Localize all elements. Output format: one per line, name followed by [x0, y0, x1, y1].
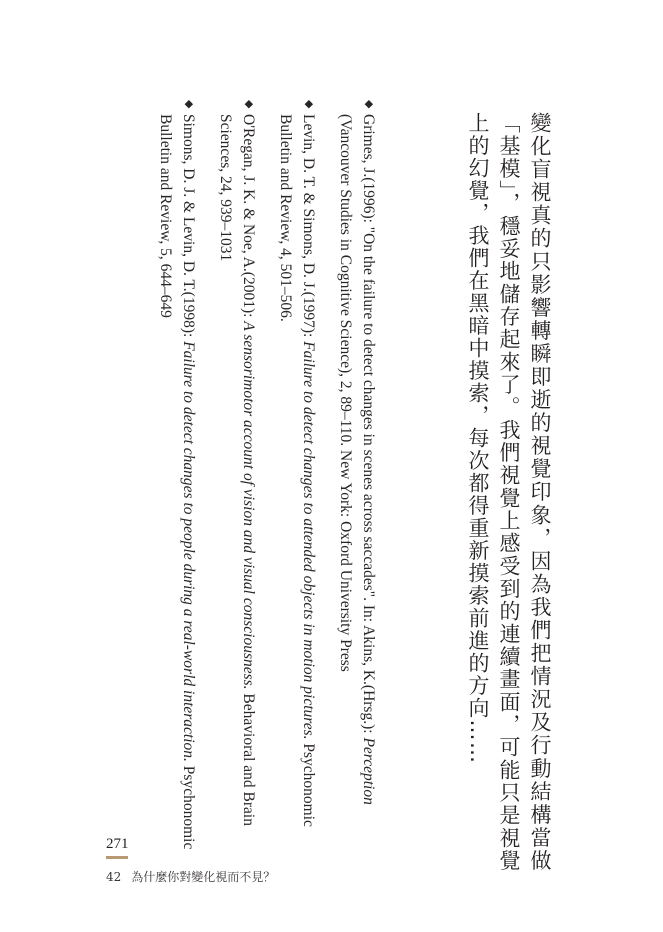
reference-source: Psychonomic Bulletin and Review, 5, 644–649	[157, 114, 197, 850]
reference-source: Psychonomic Bulletin and Review, 4, 501–506.	[277, 114, 317, 827]
diamond-bullet-icon: ◆	[363, 100, 375, 109]
diamond-bullet-icon: ◆	[183, 100, 195, 109]
reference-authors: Simons, D. J. & Levin, D. T.(1998):	[180, 114, 197, 342]
reference-title: Failure to detect changes to attended objects in motion pictures.	[300, 341, 317, 740]
reference-authors: Levin, D. T. & Simons, D. J.(1997):	[300, 114, 317, 342]
page-number-rule	[106, 856, 128, 859]
reference-item	[274, 100, 320, 850]
reference-title: Failure to detect changes to people during a real-world interaction.	[180, 341, 197, 762]
diamond-bullet-icon: ◆	[243, 100, 255, 109]
reference-source: Behavioral and Brain Sciences, 24, 939–1031	[217, 114, 257, 826]
chapter-number: 42	[106, 870, 122, 884]
reference-title: Perception	[360, 737, 377, 805]
reference-list	[140, 100, 380, 850]
page-number: 271	[106, 836, 129, 852]
reference-authors: O'Regan, J. K. & Noe, A.(2001):	[240, 114, 257, 322]
reference-item	[214, 100, 260, 850]
reference-title: A sensorimotor account of vision and visual consciousness.	[240, 321, 257, 690]
reference-item	[334, 100, 380, 850]
reference-item	[154, 100, 200, 850]
reference-authors: Grimes, J.(1996): "On the failure to detect changes in scenes across saccades". In: Akins, K.(Hrsg.):	[360, 114, 377, 738]
chapter-title: 為什麼你對變化視而不見？	[131, 870, 276, 884]
body-paragraph: 變化盲視真的只影響轉瞬即逝的視覺印象，因為我們把情況及行動結構當做「基模」，穩妥地儲存起來了。我們視覺上感受到的連續畫面，可能只是視覺上的幻覺，我們在黑暗中摸索，每次都得重新摸索前進的方向……	[466, 112, 552, 872]
diamond-bullet-icon: ◆	[303, 100, 315, 109]
running-footer	[106, 868, 275, 885]
reference-source: (Vancouver Studies in Cognitive Science), 2, 89–110. New York: Oxford University Press	[337, 114, 354, 672]
